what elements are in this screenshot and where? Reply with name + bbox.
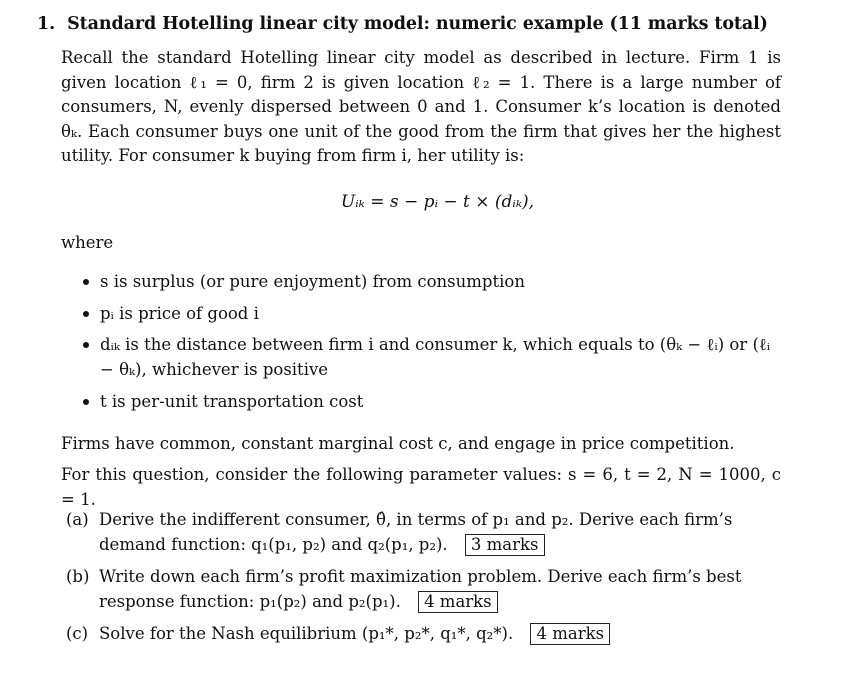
list-item — [82, 390, 782, 415]
firms-paragraph: Firms have common, constant marginal cost c, and engage in price competition. — [61, 434, 735, 453]
intro-paragraph: Recall the standard Hotelling linear city model as described in lecture. Firm 1 is given location ℓ₁ = 0, firm 2 is given location ℓ₂ = 1. There is a large number of consumers, N, evenly dispersed between 0 and 1. Consumer k’s location is denoted θₖ. Each consumer buys one unit of the good from the firm that gives her the highest utility. For consumer k buying from firm i, her utility is: — [61, 48, 781, 166]
part-text: Write down each firm’s profit maximization problem. Derive each firm’s best response function: p₁(p₂) and p₂(p₁). — [99, 567, 742, 611]
list-item — [82, 333, 782, 382]
part-label: (b) — [66, 567, 90, 587]
utility-equation: Uᵢₖ = s − pᵢ − t × (dᵢₖ), — [340, 192, 535, 212]
marks-badge: 3 marks — [465, 534, 545, 556]
part-label: (a) — [66, 510, 89, 529]
marks-badge: 4 marks — [418, 591, 498, 613]
question-parts — [66, 508, 786, 655]
bullet-icon — [83, 279, 89, 285]
list-item — [82, 302, 782, 327]
part-text: Derive the indifferent consumer, θ̂, in terms of p₁ and p₂. Derive each firm’s demand function: q₁(p₁, p₂) and q₂(p₁, p₂). — [99, 510, 733, 554]
part-label: (c) — [66, 624, 89, 644]
list-item — [82, 270, 782, 295]
part-c — [66, 622, 786, 647]
definition-list — [82, 270, 782, 422]
question-heading — [37, 14, 768, 34]
bullet-icon — [83, 311, 89, 317]
part-b — [66, 565, 786, 614]
question-title: Standard Hotelling linear city model: numeric example (11 marks total) — [67, 14, 768, 34]
definition-text: s is surplus (or pure enjoyment) from consumption — [100, 272, 525, 291]
part-a — [66, 508, 786, 557]
bullet-icon — [83, 399, 89, 405]
where-label: where — [61, 233, 114, 252]
definition-text: pᵢ is price of good i — [100, 303, 259, 323]
parameters-paragraph: For this question, consider the following parameter values: s = 6, t = 2, N = 1000, c = 1. — [61, 465, 781, 509]
marks-badge: 4 marks — [530, 623, 610, 645]
part-text: Solve for the Nash equilibrium (p₁*, p₂*, q₁*, q₂*). — [99, 624, 514, 644]
definition-text: t is per-unit transportation cost — [100, 392, 364, 412]
question-number: 1. — [37, 14, 56, 34]
bullet-icon — [83, 342, 89, 348]
definition-text: dᵢₖ is the distance between firm i and consumer k, which equals to (θₖ − ℓᵢ) or (ℓᵢ − θₖ), whichever is positive — [100, 335, 771, 379]
